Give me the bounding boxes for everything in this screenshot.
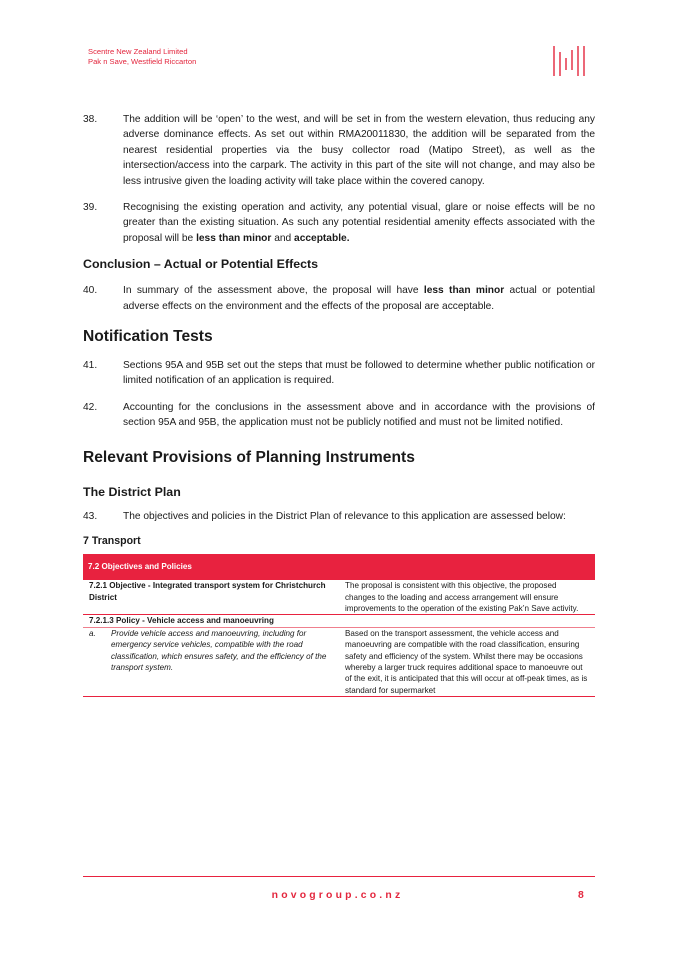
paragraph-41 [83, 358, 595, 389]
body-content [83, 112, 595, 697]
policy-item-assessment: Based on the transport assessment, the vehicle access and manoeuvring are compatible with the road classification, ensuring safety and efficiency of the system. Whilst there may be occasions whereby a larger truck requires additional space to manoeuvre out of the exit, it is anticipated that this will occur at off-peak times, as is standard for supermarket [339, 627, 595, 696]
page-number: 8 [578, 890, 584, 901]
header-org-line2: Pak n Save, Westfield Riccarton [88, 57, 197, 66]
paragraph-text-mid: and [271, 232, 295, 244]
policy-item-letter: a. [89, 628, 96, 638]
footer-url: novogroup.co.nz [271, 890, 404, 901]
table-row-objective [83, 580, 595, 615]
paragraph-number: 40. [83, 285, 98, 297]
policy-item-cell [83, 627, 339, 696]
paragraph-number: 41. [83, 360, 98, 372]
header-org-line1: Scentre New Zealand Limited [88, 47, 188, 56]
heading-transport: 7 Transport [83, 535, 141, 548]
novo-logo-icon [552, 44, 586, 78]
paragraph-42 [83, 400, 595, 431]
objective-assessment: The proposal is consistent with this objective, the proposed changes to the loading and access arrangement will ensure improvements to the operation of the existing Pak’n Save activity. [339, 580, 595, 615]
paragraph-text: Sections 95A and 95B set out the steps that must be followed to determine whether public notification or limited notification of an application is required. [123, 360, 595, 387]
table-row-policy-item [83, 627, 595, 696]
paragraph-text [123, 200, 595, 246]
objective-label: 7.2.1 Objective - Integrated transport system for Christchurch District [83, 580, 339, 615]
table-header-row [83, 554, 595, 580]
emphasis-less-than-minor: less than minor [423, 285, 505, 297]
emphasis-less-than-minor: less than minor [196, 232, 272, 244]
paragraph-text: Accounting for the conclusions in the assessment above and in accordance with the provisions of section 95A and 95B, the application must not be publicly notified and must not be limited notified. [123, 401, 595, 429]
heading-relevant-provisions: Relevant Provisions of Planning Instruments [83, 448, 415, 466]
policy-label: 7.2.1.3 Policy - Vehicle access and manoeuvring [83, 615, 595, 627]
paragraph-text-post: actual or potential adverse effects on the environment and the effects of the proposal are acceptable. [123, 285, 596, 312]
paragraph-38 [83, 112, 595, 189]
footer-divider [83, 876, 595, 877]
paragraph-number: 43. [83, 510, 98, 522]
policy-item-text: Provide vehicle access and manoeuvring, including for emergency service vehicles, compatible with the road classification, which ensures safety, and the efficiency of the transport system. [111, 628, 327, 672]
paragraph-40 [83, 283, 595, 314]
table-header: 7.2 Objectives and Policies [83, 554, 595, 580]
paragraph-number: 38. [83, 114, 98, 125]
paragraph-number: 39. [83, 202, 98, 214]
emphasis-acceptable: acceptable. [294, 232, 350, 244]
paragraph-39 [83, 200, 595, 246]
heading-conclusion: Conclusion – Actual or Potential Effects [83, 257, 318, 272]
paragraph-text [123, 283, 595, 314]
heading-notification-tests: Notification Tests [83, 328, 213, 346]
header-organisation [88, 47, 196, 67]
table-row-policy [83, 615, 595, 627]
paragraph-text: The objectives and policies in the District Plan of relevance to this application are assessed below: [123, 510, 566, 522]
paragraph-text: The addition will be ‘open’ to the west, and will be set in from the western elevation, thus reducing any adverse dominance effects. As set out within RMA20011830, the addition will be separated from the nearest residential properties via the busy collector road (Matipo Street), as well as the intersection/access into the carpark. The activity in this part of the site will not change, and may also be less intrusive given the loading activity will take place within the covered canopy. [123, 114, 595, 187]
provisions-table [83, 554, 595, 697]
heading-district-plan: The District Plan [83, 484, 181, 499]
paragraph-43 [83, 509, 595, 524]
paragraph-text-pre: In summary of the assessment above, the proposal will have [123, 285, 424, 297]
paragraph-number: 42. [83, 401, 98, 413]
paragraph-text-pre: Recognising the existing operation and activity, any potential visual, glare or noise effects will be no greater than the existing situation. As such any potential residential amenity effects associated with the proposal will be [123, 202, 595, 244]
